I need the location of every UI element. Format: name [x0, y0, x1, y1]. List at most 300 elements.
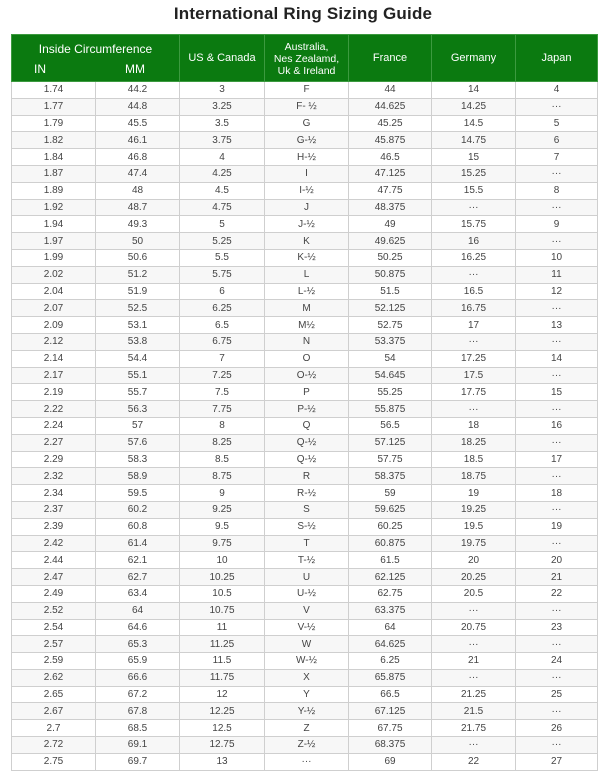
- mm-cell: 50.6: [96, 249, 180, 266]
- us-canada-cell: 5: [180, 216, 265, 233]
- germany-cell: 16.25: [432, 249, 516, 266]
- france-cell: 59: [349, 485, 432, 502]
- japan-cell: 13: [516, 317, 598, 334]
- in-cell: 1.87: [12, 165, 96, 182]
- france-cell: 45.875: [349, 132, 432, 149]
- japan-cell: 26: [516, 720, 598, 737]
- mm-cell: 58.3: [96, 451, 180, 468]
- france-cell: 45.25: [349, 115, 432, 132]
- in-cell: 2.67: [12, 703, 96, 720]
- germany-cell: 15.25: [432, 165, 516, 182]
- germany-cell: ···: [432, 669, 516, 686]
- in-cell: 2.57: [12, 636, 96, 653]
- aus-header-line-3: Uk & Ireland: [277, 65, 336, 77]
- germany-cell: 14.25: [432, 98, 516, 115]
- aus-uk-cell: T-½: [265, 552, 349, 569]
- germany-cell: 18.25: [432, 434, 516, 451]
- us-canada-cell: 7.5: [180, 384, 265, 401]
- germany-cell: 22: [432, 753, 516, 770]
- france-cell: 49: [349, 216, 432, 233]
- japan-cell: 18: [516, 485, 598, 502]
- table-row: [12, 669, 598, 686]
- germany-header: Germany: [432, 35, 516, 82]
- us-canada-cell: 10.75: [180, 602, 265, 619]
- mm-cell: 55.1: [96, 367, 180, 384]
- france-cell: 51.5: [349, 283, 432, 300]
- japan-cell: 9: [516, 216, 598, 233]
- germany-cell: 19.75: [432, 535, 516, 552]
- aus-uk-cell: X: [265, 669, 349, 686]
- japan-cell: ···: [516, 535, 598, 552]
- mm-cell: 68.5: [96, 720, 180, 737]
- us-canada-cell: 5.75: [180, 266, 265, 283]
- in-cell: 2.34: [12, 485, 96, 502]
- us-canada-cell: 7.75: [180, 401, 265, 418]
- aus-uk-cell: O-½: [265, 367, 349, 384]
- france-cell: 60.875: [349, 535, 432, 552]
- us-canada-cell: 11.75: [180, 669, 265, 686]
- germany-cell: 14.75: [432, 132, 516, 149]
- ring-size-table-container: [11, 34, 597, 771]
- mm-cell: 60.8: [96, 518, 180, 535]
- table-row: [12, 653, 598, 670]
- in-cell: 2.62: [12, 669, 96, 686]
- mm-cell: 58.9: [96, 468, 180, 485]
- france-cell: 60.25: [349, 518, 432, 535]
- table-row: [12, 485, 598, 502]
- mm-cell: 44.8: [96, 98, 180, 115]
- mm-cell: 69.1: [96, 737, 180, 754]
- mm-cell: 53.1: [96, 317, 180, 334]
- aus-uk-cell: V: [265, 602, 349, 619]
- germany-cell: 17.75: [432, 384, 516, 401]
- germany-cell: 17.25: [432, 350, 516, 367]
- us-canada-cell: 9: [180, 485, 265, 502]
- france-cell: 67.125: [349, 703, 432, 720]
- in-cell: 2.24: [12, 417, 96, 434]
- germany-cell: ···: [432, 199, 516, 216]
- in-cell: 2.52: [12, 602, 96, 619]
- japan-cell: ···: [516, 602, 598, 619]
- aus-uk-cell: S: [265, 501, 349, 518]
- germany-cell: ···: [432, 333, 516, 350]
- in-cell: 2.19: [12, 384, 96, 401]
- table-row: [12, 367, 598, 384]
- in-cell: 1.74: [12, 82, 96, 99]
- france-cell: 66.5: [349, 686, 432, 703]
- france-cell: 50.25: [349, 249, 432, 266]
- france-cell: 61.5: [349, 552, 432, 569]
- table-row: [12, 233, 598, 250]
- japan-cell: 17: [516, 451, 598, 468]
- mm-cell: 51.9: [96, 283, 180, 300]
- france-header: France: [349, 35, 432, 82]
- table-row: [12, 199, 598, 216]
- mm-cell: 46.8: [96, 149, 180, 166]
- germany-cell: 15: [432, 149, 516, 166]
- table-row: [12, 619, 598, 636]
- france-cell: 48.375: [349, 199, 432, 216]
- us-canada-cell: 13: [180, 753, 265, 770]
- in-cell: 2.7: [12, 720, 96, 737]
- table-row: [12, 535, 598, 552]
- in-cell: 2.12: [12, 333, 96, 350]
- japan-cell: ···: [516, 636, 598, 653]
- table-row: [12, 552, 598, 569]
- in-cell: 1.99: [12, 249, 96, 266]
- japan-cell: 8: [516, 182, 598, 199]
- japan-cell: 14: [516, 350, 598, 367]
- us-canada-cell: 4: [180, 149, 265, 166]
- us-canada-cell: 11.25: [180, 636, 265, 653]
- mm-column-label: MM: [125, 62, 145, 76]
- france-cell: 53.375: [349, 333, 432, 350]
- aus-uk-cell: J-½: [265, 216, 349, 233]
- in-cell: 2.72: [12, 737, 96, 754]
- mm-cell: 57: [96, 417, 180, 434]
- us-canada-cell: 4.25: [180, 165, 265, 182]
- australia-nz-uk-header: [265, 35, 349, 82]
- japan-cell: 19: [516, 518, 598, 535]
- germany-cell: ···: [432, 636, 516, 653]
- ring-size-table: [11, 34, 598, 771]
- table-row: [12, 333, 598, 350]
- in-cell: 1.92: [12, 199, 96, 216]
- in-cell: 2.75: [12, 753, 96, 770]
- germany-cell: 20.75: [432, 619, 516, 636]
- in-cell: 2.29: [12, 451, 96, 468]
- germany-cell: 20.25: [432, 569, 516, 586]
- japan-header: Japan: [516, 35, 598, 82]
- japan-cell: ···: [516, 669, 598, 686]
- france-cell: 65.875: [349, 669, 432, 686]
- germany-cell: 19.25: [432, 501, 516, 518]
- japan-cell: ···: [516, 434, 598, 451]
- mm-cell: 57.6: [96, 434, 180, 451]
- germany-cell: 20.5: [432, 585, 516, 602]
- mm-cell: 48: [96, 182, 180, 199]
- aus-uk-cell: J: [265, 199, 349, 216]
- france-cell: 57.125: [349, 434, 432, 451]
- mm-cell: 64.6: [96, 619, 180, 636]
- page-title: International Ring Sizing Guide: [173, 4, 433, 23]
- in-cell: 1.77: [12, 98, 96, 115]
- in-cell: 1.89: [12, 182, 96, 199]
- in-cell: 2.27: [12, 434, 96, 451]
- us-canada-cell: 12.5: [180, 720, 265, 737]
- us-canada-cell: 8.75: [180, 468, 265, 485]
- japan-cell: 5: [516, 115, 598, 132]
- in-cell: 2.22: [12, 401, 96, 418]
- aus-uk-cell: L-½: [265, 283, 349, 300]
- france-cell: 64: [349, 619, 432, 636]
- us-canada-cell: 4.75: [180, 199, 265, 216]
- mm-cell: 47.4: [96, 165, 180, 182]
- japan-cell: ···: [516, 501, 598, 518]
- aus-uk-cell: M½: [265, 317, 349, 334]
- us-canada-header: US & Canada: [180, 35, 265, 82]
- inside-circumference-label: Inside Circumference: [38, 42, 153, 56]
- mm-cell: 65.9: [96, 653, 180, 670]
- mm-cell: 65.3: [96, 636, 180, 653]
- us-canada-cell: 12.75: [180, 737, 265, 754]
- japan-cell: ···: [516, 300, 598, 317]
- in-cell: 1.94: [12, 216, 96, 233]
- table-header-row: [12, 35, 598, 82]
- table-row: [12, 501, 598, 518]
- us-canada-cell: 10.5: [180, 585, 265, 602]
- in-column-label: IN: [34, 62, 46, 76]
- germany-cell: 14.5: [432, 115, 516, 132]
- table-row: [12, 132, 598, 149]
- aus-header-line-1: Australia,: [284, 41, 329, 53]
- mm-cell: 60.2: [96, 501, 180, 518]
- us-canada-cell: 6.75: [180, 333, 265, 350]
- aus-uk-cell: W-½: [265, 653, 349, 670]
- germany-cell: 16: [432, 233, 516, 250]
- us-canada-cell: 12.25: [180, 703, 265, 720]
- mm-cell: 49.3: [96, 216, 180, 233]
- aus-uk-cell: P: [265, 384, 349, 401]
- aus-uk-cell: T: [265, 535, 349, 552]
- aus-uk-cell: F- ½: [265, 98, 349, 115]
- germany-cell: 16.5: [432, 283, 516, 300]
- in-cell: 1.79: [12, 115, 96, 132]
- table-row: [12, 266, 598, 283]
- in-cell: 2.14: [12, 350, 96, 367]
- table-row: [12, 720, 598, 737]
- mm-cell: 56.3: [96, 401, 180, 418]
- mm-cell: 48.7: [96, 199, 180, 216]
- germany-cell: 16.75: [432, 300, 516, 317]
- germany-cell: 20: [432, 552, 516, 569]
- japan-cell: ···: [516, 199, 598, 216]
- mm-cell: 69.7: [96, 753, 180, 770]
- table-row: [12, 569, 598, 586]
- table-row: [12, 518, 598, 535]
- aus-uk-cell: U-½: [265, 585, 349, 602]
- in-cell: 2.04: [12, 283, 96, 300]
- japan-cell: ···: [516, 703, 598, 720]
- japan-cell: 6: [516, 132, 598, 149]
- mm-cell: 54.4: [96, 350, 180, 367]
- table-row: [12, 434, 598, 451]
- france-cell: 68.375: [349, 737, 432, 754]
- france-cell: 69: [349, 753, 432, 770]
- aus-uk-cell: N: [265, 333, 349, 350]
- germany-cell: 21: [432, 653, 516, 670]
- mm-cell: 62.1: [96, 552, 180, 569]
- table-row: [12, 686, 598, 703]
- table-row: [12, 753, 598, 770]
- germany-cell: 21.75: [432, 720, 516, 737]
- aus-uk-cell: M: [265, 300, 349, 317]
- us-canada-cell: 9.75: [180, 535, 265, 552]
- table-row: [12, 283, 598, 300]
- us-canada-cell: 9.5: [180, 518, 265, 535]
- aus-uk-cell: O: [265, 350, 349, 367]
- table-row: [12, 249, 598, 266]
- table-row: [12, 165, 598, 182]
- aus-uk-cell: Q-½: [265, 434, 349, 451]
- germany-cell: 18.5: [432, 451, 516, 468]
- japan-cell: 21: [516, 569, 598, 586]
- table-row: [12, 82, 598, 99]
- us-canada-cell: 4.5: [180, 182, 265, 199]
- japan-cell: 15: [516, 384, 598, 401]
- france-cell: 64.625: [349, 636, 432, 653]
- germany-cell: 15.5: [432, 182, 516, 199]
- france-cell: 6.25: [349, 653, 432, 670]
- table-row: [12, 401, 598, 418]
- in-cell: 1.84: [12, 149, 96, 166]
- japan-cell: 24: [516, 653, 598, 670]
- mm-cell: 50: [96, 233, 180, 250]
- us-canada-cell: 6.5: [180, 317, 265, 334]
- in-cell: 2.65: [12, 686, 96, 703]
- mm-cell: 51.2: [96, 266, 180, 283]
- table-row: [12, 468, 598, 485]
- aus-uk-cell: Q-½: [265, 451, 349, 468]
- table-row: [12, 115, 598, 132]
- japan-cell: 16: [516, 417, 598, 434]
- france-cell: 56.5: [349, 417, 432, 434]
- aus-uk-cell: Q: [265, 417, 349, 434]
- in-cell: 2.42: [12, 535, 96, 552]
- japan-cell: 22: [516, 585, 598, 602]
- germany-cell: 19: [432, 485, 516, 502]
- in-cell: 2.47: [12, 569, 96, 586]
- in-cell: 2.32: [12, 468, 96, 485]
- germany-cell: 14: [432, 82, 516, 99]
- us-canada-cell: 3.5: [180, 115, 265, 132]
- mm-cell: 55.7: [96, 384, 180, 401]
- france-cell: 44: [349, 82, 432, 99]
- aus-uk-cell: I-½: [265, 182, 349, 199]
- japan-cell: ···: [516, 233, 598, 250]
- japan-cell: 23: [516, 619, 598, 636]
- germany-cell: ···: [432, 737, 516, 754]
- japan-cell: ···: [516, 468, 598, 485]
- germany-cell: 21.5: [432, 703, 516, 720]
- france-cell: 63.375: [349, 602, 432, 619]
- us-canada-cell: 11.5: [180, 653, 265, 670]
- us-canada-cell: 9.25: [180, 501, 265, 518]
- aus-uk-cell: Y-½: [265, 703, 349, 720]
- aus-uk-cell: F: [265, 82, 349, 99]
- france-cell: 49.625: [349, 233, 432, 250]
- france-cell: 62.75: [349, 585, 432, 602]
- us-canada-cell: 8.25: [180, 434, 265, 451]
- table-row: [12, 737, 598, 754]
- table-row: [12, 585, 598, 602]
- france-cell: 54: [349, 350, 432, 367]
- aus-uk-cell: S-½: [265, 518, 349, 535]
- aus-header-line-2: Nes Zealamd,: [273, 53, 340, 65]
- japan-cell: 11: [516, 266, 598, 283]
- france-cell: 58.375: [349, 468, 432, 485]
- in-cell: 2.59: [12, 653, 96, 670]
- aus-uk-cell: V-½: [265, 619, 349, 636]
- japan-cell: 12: [516, 283, 598, 300]
- france-cell: 55.25: [349, 384, 432, 401]
- france-cell: 52.125: [349, 300, 432, 317]
- aus-uk-cell: K: [265, 233, 349, 250]
- france-cell: 47.75: [349, 182, 432, 199]
- mm-cell: 45.5: [96, 115, 180, 132]
- in-cell: 1.97: [12, 233, 96, 250]
- aus-uk-cell: I: [265, 165, 349, 182]
- in-cell: 2.09: [12, 317, 96, 334]
- aus-uk-cell: U: [265, 569, 349, 586]
- us-canada-cell: 6: [180, 283, 265, 300]
- germany-cell: 19.5: [432, 518, 516, 535]
- france-cell: 44.625: [349, 98, 432, 115]
- germany-cell: ···: [432, 266, 516, 283]
- japan-cell: 10: [516, 249, 598, 266]
- germany-cell: 17.5: [432, 367, 516, 384]
- mm-cell: 63.4: [96, 585, 180, 602]
- aus-uk-cell: Y: [265, 686, 349, 703]
- aus-uk-cell: R: [265, 468, 349, 485]
- japan-cell: ···: [516, 333, 598, 350]
- aus-uk-cell: ···: [265, 753, 349, 770]
- mm-cell: 44.2: [96, 82, 180, 99]
- table-row: [12, 149, 598, 166]
- aus-uk-cell: W: [265, 636, 349, 653]
- in-cell: 2.49: [12, 585, 96, 602]
- japan-cell: 25: [516, 686, 598, 703]
- aus-uk-cell: Z: [265, 720, 349, 737]
- aus-uk-cell: L: [265, 266, 349, 283]
- germany-cell: 18.75: [432, 468, 516, 485]
- aus-uk-cell: R-½: [265, 485, 349, 502]
- france-cell: 54.645: [349, 367, 432, 384]
- aus-uk-cell: P-½: [265, 401, 349, 418]
- japan-cell: ···: [516, 367, 598, 384]
- table-body: [12, 82, 598, 771]
- table-row: [12, 384, 598, 401]
- in-cell: 2.37: [12, 501, 96, 518]
- table-row: [12, 636, 598, 653]
- mm-cell: 64: [96, 602, 180, 619]
- france-cell: 55.875: [349, 401, 432, 418]
- france-cell: 46.5: [349, 149, 432, 166]
- mm-cell: 62.7: [96, 569, 180, 586]
- us-canada-cell: 3.75: [180, 132, 265, 149]
- us-canada-cell: 12: [180, 686, 265, 703]
- germany-cell: 15.75: [432, 216, 516, 233]
- japan-cell: ···: [516, 401, 598, 418]
- in-cell: 2.54: [12, 619, 96, 636]
- in-cell: 1.82: [12, 132, 96, 149]
- japan-cell: 20: [516, 552, 598, 569]
- table-row: [12, 317, 598, 334]
- in-cell: 2.44: [12, 552, 96, 569]
- us-canada-cell: 11: [180, 619, 265, 636]
- in-cell: 2.07: [12, 300, 96, 317]
- mm-cell: 46.1: [96, 132, 180, 149]
- aus-uk-cell: G: [265, 115, 349, 132]
- inside-circumference-header: [12, 35, 180, 82]
- japan-cell: ···: [516, 737, 598, 754]
- table-row: [12, 98, 598, 115]
- in-cell: 2.02: [12, 266, 96, 283]
- mm-cell: 67.2: [96, 686, 180, 703]
- germany-cell: ···: [432, 602, 516, 619]
- table-row: [12, 216, 598, 233]
- us-canada-cell: 3.25: [180, 98, 265, 115]
